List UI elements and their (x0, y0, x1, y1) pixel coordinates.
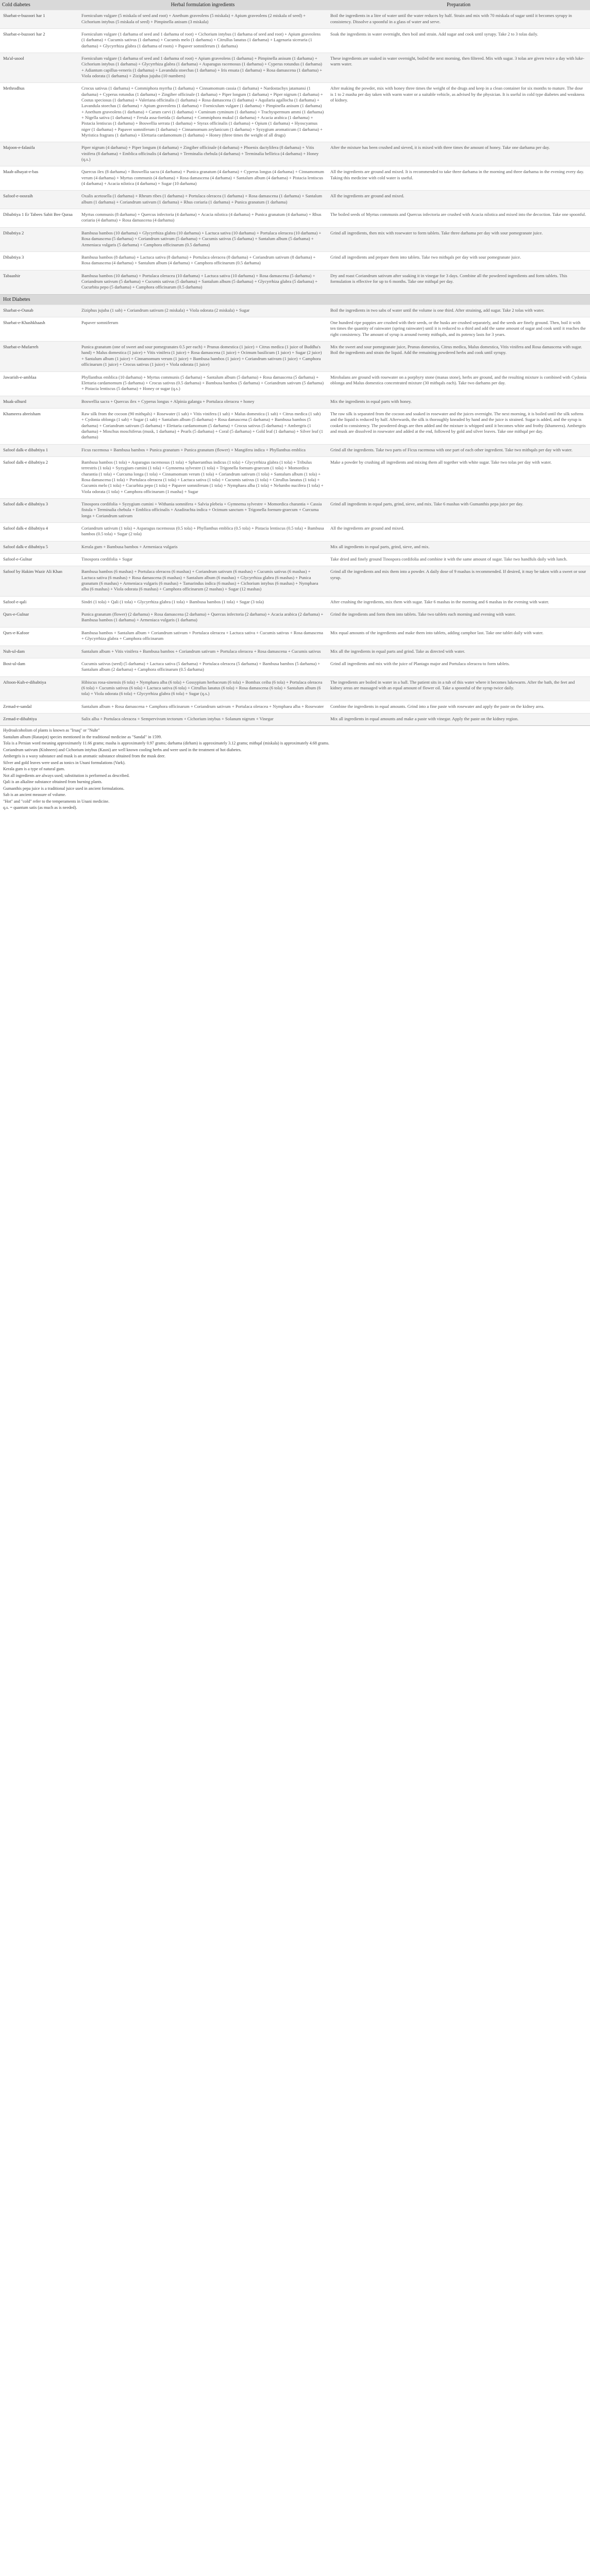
formulation-name: Maah-alhayat-e-bas (0, 166, 78, 191)
formulation-preparation: Grind all the ingredients and mix them into a powder. A daily dose of 9 mashas is recommended. If desired, it may be taken with a sweet or sour syrup. (327, 566, 590, 596)
formulation-preparation: One hundred ripe poppies are crushed with their seeds, or the husks are crushed separately, and the seeds are finely ground. Then, boil it with ten times the quantity of rainwater (spring rainwater) until it is reduced to a third and add the same amount of sugar and cook until it reaches the right consistency. The amount of syrup is around twenty mithqals, and its potency lasts for 3 years. (327, 317, 590, 342)
formulation-ingredients: Foeniculum vulgare (1 darhama of seed and 1 darhama of root) + Cichorium intybus (1 darhama of seed and root) + Apium graveolens (1 darhama) + Cucumis sativus (1 darhama) + Cucumis melo (1 darhama) + Citrullus lanatus (1 darhama) + Lagenaria siceraria (1 darhama) + Glycyrrhiza glabra (1 darhama of roots) + Papaver somniferum (1 darhama) (78, 28, 327, 53)
formulation-name: Safoof-e-qali (0, 596, 78, 608)
formulation-name: Dibabtiya 1 Er Tabees Sabit Bee Quraa (0, 209, 78, 228)
formulation-name: Sharbat-e-buzoori har 2 (0, 28, 78, 53)
table-row (0, 566, 590, 596)
footnote: Not all ingredients are always used; substitution is performed as described. (3, 773, 130, 778)
header-cold-diabetes: Cold diabetes (0, 0, 78, 10)
formulation-name: Majoon-e-falasifa (0, 142, 78, 166)
formulation-ingredients: Oxalis acetosella (1 darhama) + Rheum ribes (1 darhama) + Portulaca oleracea (1 darhama) + Rosa damascena (1 darhama) + Santalum album (1 darhama) + Coriandrum sativum (1 darhama) + Rhus coriaria (1 darhama) + Punica granatum (1 darhama) (78, 191, 327, 209)
header-preparation: Preparation (327, 0, 590, 10)
table-row (0, 227, 590, 251)
table-row (0, 142, 590, 166)
formulation-preparation: Mix equal amounts of the ingredients and make them into tablets, adding camphor last. Take one tablet daily with water. (327, 627, 590, 646)
formulation-name: Safoof-e-Gulnar (0, 554, 78, 566)
footnote: Ambergris is a waxy substance and musk is an aromatic substance obtained from the musk deer. (3, 754, 165, 759)
formulation-name: Methrodhus (0, 83, 78, 142)
formulation-ingredients: Foeniculum vulgare (5 miskala of seed and root) + Anethum graveolens (5 miskala) + Apium graveolens (2 miskala of seed) + Cichorium intybus (5 miskala of seed) + Pimpinella anisum (3 miskala) (78, 10, 327, 29)
formulation-preparation: Grind all ingredients, then mix with rosewater to form tablets. Take three darhama per day with sour pomegranate juice. (327, 227, 590, 251)
formulation-preparation: Mix all the ingredients in equal parts and grind. Take as directed with water. (327, 646, 590, 658)
formulation-ingredients: Salix alba + Portulaca oleracea + Sempervivum tectorum + Cichorium intybus + Solanum nigrum + Vinegar (78, 713, 327, 725)
table-row (0, 676, 590, 701)
formulation-name: Khameera abreisham (0, 408, 78, 444)
formulation-preparation: Boil the ingredients in a litre of water until the water reduces by half. Strain and mix with 70 miskala of sugar until it becomes syrupy in consistency. Dissolve a spoonful in a glass of water and serve. (327, 10, 590, 29)
formulation-name: Sharbat-e-Khashkhaash (0, 317, 78, 342)
formulation-name: Safoof dalk-e dibabtiya 3 (0, 499, 78, 523)
formulation-preparation: Mix the ingredients in equal parts with honey. (327, 396, 590, 408)
formulation-ingredients: Bambusa bambos (8 darhama) + Lactuca sativa (8 darhama) + Portulaca oleracea (8 darhama) + Coriandrum sativum (8 darhama) + Rosa damascena (4 darhama) + Santalum album (4 darhama) + Camphora officinarum (0.5 darhama) (78, 251, 327, 270)
footnote: "Hot" and "cold" refer to the temperaments in Unani medicine. (3, 799, 110, 804)
formulation-preparation: Grind all the ingredients. Take two parts of Ficus racemosa with one part of each other ingredient. Take two mithqals per day with water. (327, 444, 590, 456)
formulation-preparation: Make a powder by crushing all ingredients and mixing them all together with white sugar. Take two tolas per day with water. (327, 456, 590, 498)
formulation-preparation: Take dried and finely ground Tinospora cordifolia and combine it with the same amount of sugar. Take two handfuls daily with lunch. (327, 554, 590, 566)
diabetes-formulation-table (0, 0, 590, 725)
formulation-ingredients: Crocus sativus (1 darhama) + Commiphora myrrha (1 darhama) + Cinnamomum cassia (1 darhama) + Nardostachys jatamansi (1 darhama) + Cyperus rotundus (1 darhama) + Zingiber officinale (1 darhama) + Piper longum (1 darhama) + Piper nigrum (1 darhama) + Costus speciosus (1 darhama) + Valeriana officinalis (1 darhama) + Rosa damascena (1 darhama) + Aquilaria agallocha (1 darhama) + Lavandula stoechas (1 darhama) + Apium graveolens (1 darhama) + Foeniculum vulgare (1 darhama) + Pimpinella anisum (1 darhama) + Anethum graveolens (1 darhama) + Carum carvi (1 darhama) + Cuminum cyminum (1 darhama) + Trachyspermum ammi (1 darhama) + Nigella sativa (1 darhama) + Ferula assa-foetida (1 darhama) + Commiphora mukul (1 darhama) + Acacia arabica (1 darhama) + Pistacia lentiscus (1 darhama) + Boswellia serrata (1 darhama) + Styrax officinalis (1 darhama) + Opium (1 darhama) + Hyoscyamus niger (1 darhama) + Papaver somniferum (1 darhama) + Cinnamomum zeylanicum (1 darhama) + Syzygium aromaticum (1 darhama) + Myristica fragrans (1 darhama) + Elettaria cardamomum (1 darhama) + Honey (three times the weight of all drugs) (78, 83, 327, 142)
formulation-preparation: Boil the ingredients in two sabs of water until the volume is one third. After straining, add sugar. Take 2 tolas with water. (327, 304, 590, 317)
formulation-preparation: The raw silk is separated from the cocoon and soaked in rosewater and the juices overnight. The next morning, it is boiled until the silk softens and the liquid is reduced by half. Afterwards, the silk is thoroughly kneaded by hand and the juice is strained. Sugar is added, and the syrup is cooked to consistency. The powdered drugs are then added and the mixture is whipped until it becomes white and frothy (khameera). Ambergris and musk are dissolved in rosewater and added at the end, followed by gold and silver leaves. Take one mithqal per day. (327, 408, 590, 444)
formulation-preparation: Grind all ingredients and mix with the juice of Plantago major and Portulaca oleracea to form tablets. (327, 658, 590, 676)
formulation-name: Ma'al-usool (0, 53, 78, 82)
formulation-ingredients: Coriandrum sativum (1 tola) + Asparagus racemosus (0.5 tola) + Phyllanthus emblica (0.5 tola) + Pistacia lentiscus (0.5 tola) + Bambusa bambos (0.5 tola) + Sugar (2 tola) (78, 523, 327, 541)
footnote: Kerala gum is a type of natural gum. (3, 767, 65, 772)
table-header-row (0, 0, 590, 10)
formulation-ingredients: Bambusa bambos (10 darhama) + Portulaca oleracea (10 darhama) + Lactuca sativa (10 darhama) + Rosa damascena (5 darhama) + Coriandrum sativum (5 darhama) + Cucumis sativus (5 darhama) + Santalum album (5 darhama) + Glycyrrhiza glabra (5 darhama) + Cucurbita pepo (5 darhama) + Camphora officinarum (0.5 darhama) (78, 270, 327, 294)
formulation-ingredients: Bambusa bambos (10 darhama) + Glycyrrhiza glabra (10 darhama) + Lactuca sativa (10 darhama) + Portulaca oleracea (10 darhama) + Rosa damascena (5 darhama) + Coriandrum sativum (5 darhama) + Cucumis sativus (5 darhama) + Santalum album (5 darhama) + Armeniaca vulgaris (5 darhama) + Camphora officinarum (0.5 darhama) (78, 227, 327, 251)
formulation-name: Muak-alhurd (0, 396, 78, 408)
formulation-ingredients: Ziziphus jujuba (1 sab) + Coriandrum sativum (2 miskala) + Viola odorata (2 miskala) + Sugar (78, 304, 327, 317)
formulation-name: Safoof-e-oosraih (0, 191, 78, 209)
table-row (0, 523, 590, 541)
formulation-ingredients: Punica granatum (one of sweet and sour pomegranates 0.5 per each) + Prunus domestica (1 juice) + Citrus medica (1 juice of Buddha's hand) + Malus domestica (1 juice) + Vitis vinifera (1 juice) + Rosa damascena (1 juice) + Ocimum basilicum (1 juice) + Sugar (2 juice) + Santalum album (1 juice) + Cinnamomum verum (1 juice) + Bambusa bambos (1 juice) + Coriandrum sativum (1 juice) + Camphora officinarum (1 juice) + Crocus sativus (1 juice) + Viola odorata (1 juice) (78, 342, 327, 371)
formulation-name: Tabaashir (0, 270, 78, 294)
table-row (0, 713, 590, 725)
formulation-name: Nuh-ul-dam (0, 646, 78, 658)
formulation-name: Sharbat-e-Mufarreh (0, 342, 78, 371)
formulation-ingredients: Bambusa bambos + Santalum album + Coriandrum sativum + Portulaca oleracea + Lactuca sativa + Cucumis sativus + Rosa damascena + Glycyrrhiza glabra + Camphora officinarum (78, 627, 327, 646)
table-row (0, 456, 590, 498)
table-body (0, 10, 590, 726)
table-row (0, 658, 590, 676)
formulation-preparation: Grind all ingredients in equal parts, grind, sieve, and mix. Take 6 mashas with Gumanthis pepa juice per day. (327, 499, 590, 523)
table-row (0, 270, 590, 294)
formulation-preparation: All the ingredients are ground and mixed. It is recommended to take three darhama in the morning and three darhama in the evening every day. Taking this medicine with cold water is useful. (327, 166, 590, 191)
formulation-preparation: Mirobalans are ground with rosewater on a porphyry stone (manas stone), herbs are ground, and the resulting mixture is combined with Cydonia oblonga and Malus domestica concentrated mixture (30 mithqals each). Take two darhams per day. (327, 371, 590, 396)
formulation-name: Safoof dalk-e dibabtiya 2 (0, 456, 78, 498)
formulation-preparation: Mix all ingredients in equal amounts and make a paste with vinegar. Apply the paste on the kidney region. (327, 713, 590, 725)
formulation-ingredients: Sindri (1 tola) + Qali (1 tola) + Glycyrrhiza glabra (1 tola) + Bambusa bambos (1 tola) + Sugar (3 tola) (78, 596, 327, 608)
header-herbal-ingredients: Herbal formulation ingredients (78, 0, 327, 10)
table-row (0, 609, 590, 628)
formulation-preparation: After the mixture has been crushed and sieved, it is mixed with three times the amount of honey. Take one darhama per day. (327, 142, 590, 166)
footnote: Qali is an alkaline substance obtained from burning plants. (3, 779, 103, 785)
formulation-name: Zemad-e-dibabtiya (0, 713, 78, 725)
formulation-ingredients: Santalum album + Vitis vinifera + Bambusa bambos + Coriandrum sativum + Portulaca oleracea + Rosa damascena + Cucumis sativus (78, 646, 327, 658)
table-row (0, 646, 590, 658)
table-row (0, 28, 590, 53)
table-row (0, 444, 590, 456)
formulation-ingredients: Foeniculum vulgare (1 darhama of seed and 1 darhama of root) + Apium graveolens (1 darhama) + Pimpinella anisum (1 darhama) + Cichorium intybus (1 darhama) + Glycyrrhiza glabra (1 darhama) + Asparagus racemosus (1 darhama) + Cyperus rotundus (1 darhama) + Adiantum capillus-veneris (1 darhama) + Lavandula stoechas (1 darhama) + Iris ensata (1 darhama) + Rosa damascena (1 darhama) + Viola odorata (1 darhama) + Ziziphus jujuba (10 numbers) (78, 53, 327, 82)
table-row (0, 499, 590, 523)
table-row (0, 342, 590, 371)
footnote: Gumanthis pepa juice is a traditional juice used in ancient formulations. (3, 786, 125, 791)
formulation-preparation: Grind the ingredients and form them into tablets. Take two tablets each morning and evening with water. (327, 609, 590, 628)
table-row (0, 53, 590, 82)
table-row (0, 166, 590, 191)
formulation-preparation: Combine the ingredients in equal amounts. Grind into a fine paste with rosewater and apply the paste on the kidney area. (327, 701, 590, 713)
table-row (0, 701, 590, 713)
formulation-preparation: After making the powder, mix with honey three times the weight of the drugs and keep in a clean container for six months to mature. The dose is 1 to 2 masha per day taken with warm water or a suitable vehicle, as advised by the physician. It is useful in cold type diabetes and weakness of kidney. (327, 83, 590, 142)
formulation-preparation: Dry and roast Coriandrum sativum after soaking it in vinegar for 3 days. Combine all the powdered ingredients and form tablets. This formulation is effective for up to 6 months. Take one mithqal per day. (327, 270, 590, 294)
formulation-ingredients: Santalum album + Rosa damascena + Camphora officinarum + Coriandrum sativum + Portulaca oleracea + Nymphaea alba + Rosewater (78, 701, 327, 713)
table-row (0, 408, 590, 444)
table-row (0, 627, 590, 646)
footnotes (0, 725, 590, 815)
footnote: q.s. = quantum satis (as much as is needed). (3, 805, 77, 810)
table-row (0, 209, 590, 228)
footnote: Sab is an ancient measure of volume. (3, 792, 66, 798)
formulation-preparation: The ingredients are boiled in water in a ball. The patient sits in a tub of this water where it becomes lukewarm. After the bath, the feet and kidney areas are massaged with an equal amount of flower oil. Take a spoonful of the syrup twice daily. (327, 676, 590, 701)
table-row (0, 317, 590, 342)
table-row (0, 596, 590, 608)
formulation-preparation: Soak the ingredients in water overnight, then boil and strain. Add sugar and cook until syrupy. Take 2 to 3 tolas daily. (327, 28, 590, 53)
footnote: Coriandrum sativum (Kishneez) and Cichorium intybus (Kasni) are well known cooling herbs and were used in the treatment of hot diabetes. (3, 747, 242, 752)
formulation-name: Qurs-e-Gulnar (0, 609, 78, 628)
formulation-ingredients: Punica granatum (flower) (2 darhama) + Rosa damascena (2 darhama) + Quercus infectoria (2 darhama) + Acacia arabica (2 darhama) + Bambusa bambos (1 darhama) + Armeniaca vulgaris (1 darhama) (78, 609, 327, 628)
table-row (0, 83, 590, 142)
table-row (0, 371, 590, 396)
formulation-preparation: The boiled seeds of Myrtus communis and Quercus infectoria are crushed with Acacia nilotica and mixed into the decoction. Take one spoonful. (327, 209, 590, 228)
table-row (0, 10, 590, 29)
formulation-name: Safoof dalk-e dibabtiya 1 (0, 444, 78, 456)
table-row (0, 251, 590, 270)
footnote: Hydroalcoholism of plants is known as "Irsaq" or "Nuhr" (3, 728, 100, 733)
table-row (0, 541, 590, 553)
formulation-name: Zemad-e-sandal (0, 701, 78, 713)
table-row (0, 396, 590, 408)
formulation-name: Safoof by Hakim Wazir Ali Khan (0, 566, 78, 596)
document-page (0, 0, 590, 815)
table-row (0, 554, 590, 566)
formulation-name: Sharbat-e-Ounab (0, 304, 78, 317)
formulation-name: Jawarish-e-amblaa (0, 371, 78, 396)
formulation-ingredients: Cucumis sativus (seed) (5 darhama) + Lactuca sativa (5 darhama) + Portulaca oleracea (5 darhama) + Bambusa bambos (5 darhama) + Santalum album (2 darhama) + Camphora officinarum (0.5 darhama) (78, 658, 327, 676)
formulation-ingredients: Bambusa bambos (1 tola) + Asparagus racemosus (1 tola) + Sphaeranthus indicus (1 tola) + Glycyrrhiza glabra (1 tola) + Tribulus terrestris (1 tola) + Syzygium cumini (1 tola) + Gymnema sylvestre (1 tola) + Trigonella foenum-graecum (1 tola) + Momordica charantia (1 tola) + Curcuma longa (1 tola) + Cinnamomum verum (1 tola) + Coriandrum sativum (1 tola) + Santalum album (1 tola) + Rosa damascena (1 tola) + Portulaca oleracea (1 tola) + Lactuca sativa (1 tola) + Cucumis sativus (1 tola) + Citrullus lanatus (1 tola) + Cucumis melo (1 tola) + Cucurbita pepo (1 tola) + Papaver somniferum (1 tola) + Nymphaea alba (1 tola) + Nelumbo nucifera (1 tola) + Viola odorata (1 tola) + Camphora officinarum (1 masha) + Sugar (78, 456, 327, 498)
formulation-name: Qurs-e-Kafoor (0, 627, 78, 646)
formulation-name: Dibabtiya 3 (0, 251, 78, 270)
formulation-name: Aftoon-Kuh-e-dibabtiya (0, 676, 78, 701)
section-title: Hot Diabetes (0, 294, 590, 304)
formulation-name: Bost-ul-dam (0, 658, 78, 676)
formulation-ingredients: Bambusa bambos (6 mashas) + Portulaca oleracea (6 mashas) + Coriandrum sativum (6 mashas) + Cucumis sativus (6 mashas) + Lactuca sativa (6 mashas) + Rosa damascena (6 mashas) + Santalum album (6 mashas) + Glycyrrhiza glabra (6 mashas) + Punica granatum (6 mashas) + Armeniaca vulgaris (6 mashas) + Tamarindus indica (6 mashas) + Cichorium intybus (6 mashas) + Nymphaea alba (6 mashas) + Viola odorata (6 mashas) + Camphora officinarum (2 mashas) + Sugar (12 mashas) (78, 566, 327, 596)
formulation-preparation: Mix the sweet and sour pomegranate juice, Prunus domestica, Citrus medica, Malus domestica, Vitis vinifera and Rosa damascena with sugar. Boil the ingredients and strain the liquid. Add the remaining powdered herbs and cook until syrupy. (327, 342, 590, 371)
formulation-name: Safoof dalk-e dibabtiya 4 (0, 523, 78, 541)
formulation-ingredients: Phyllanthus emblica (10 darhama) + Myrtus communis (5 darhama) + Santalum album (5 darhama) + Rosa damascena (5 darhama) + Elettaria cardamomum (5 darhama) + Crocus sativus (0.5 darhama) + Bambusa bambos (5 darhama) + Coriandrum sativum (5 darhama) + Pistacia lentiscus (5 darhama) + Honey or sugar (q.s.) (78, 371, 327, 396)
footnote: Santalum album (Ratanjot) species mentioned in the traditional medicine as "Sandal" in 1599. (3, 734, 162, 739)
formulation-preparation: Grind all ingredients and prepare them into tablets. Take two mithqals per day with sour pomegranate juice. (327, 251, 590, 270)
formulation-name: Safoof dalk-e dibabtiya 5 (0, 541, 78, 553)
formulation-ingredients: Ficus racemosa + Bambusa bambos + Punica granatum + Punica granatum (flower) + Mangifera indica + Phyllanthus emblica (78, 444, 327, 456)
formulation-ingredients: Quercus ilex (8 darhama) + Boswellia sacra (4 darhama) + Punica granatum (4 darhama) + Cyperus longus (4 darhama) + Cinnamomum verum (4 darhama) + Myrtus communis (4 darhama) + Rosa damascena (4 darhama) + Santalum album (4 darhama) + Pistacia lentiscus (4 darhama) + Acacia nilotica (4 darhama) + Sugar (10 darhama) (78, 166, 327, 191)
formulation-preparation: After crushing the ingredients, mix them with sugar. Take 6 mashas in the morning and 6 mashas in the evening with water. (327, 596, 590, 608)
formulation-ingredients: Tinospora cordifolia + Syzygium cumini + Withania somnifera + Salvia plebeia + Gymnema sylvestre + Momordica charantia + Cassia fistula + Terminalia chebula + Emblica officinalis + Azadirachta indica + Ocimum sanctum + Trigonella foenum-graecum + Curcuma longa + Coriandrum sativum (78, 499, 327, 523)
footnote: Silver and gold leaves were used as tonics in Unani formulations (Vark). (3, 760, 126, 765)
section-header-row (0, 294, 590, 304)
formulation-preparation: All the ingredients are ground and mixed. (327, 191, 590, 209)
formulation-name: Dibabtiya 2 (0, 227, 78, 251)
formulation-ingredients: Raw silk from the cocoon (90 mithqals) + Rosewater (1 sab) + Vitis vinifera (1 sab) + Malus domestica (1 sab) + Citrus medica (1 sab) + Cydonia oblonga (1 sab) + Sugar (1 sab) + Santalum album (5 darhama) + Rosa damascena (5 darhama) + Bambusa bambos (5 darhama) + Coriandrum sativum (5 darhama) + Elettaria cardamomum (5 darhama) + Crocus sativus (5 darhama) + Ambergris (1 darhama) + Moschus moschiferus (musk, 1 darhama) + Pearls (5 darhama) + Coral (5 darhama) + Gold leaf (1 darhama) + Silver leaf (1 darhama) (78, 408, 327, 444)
formulation-ingredients: Hibiscus rosa-sinensis (6 tola) + Nymphaea alba (6 tola) + Gossypium herbaceum (6 tola) + Bombax ceiba (6 tola) + Portulaca oleracea (6 tola) + Cucumis sativus (6 tola) + Lactuca sativa (6 tola) + Citrullus lanatus (6 tola) + Rosa damascena (6 tola) + Santalum album (6 tola) + Viola odorata (6 tola) + Glycyrrhiza glabra (6 tola) + Sugar (q.s.) (78, 676, 327, 701)
table-row (0, 304, 590, 317)
formulation-ingredients: Boswellia sacra + Quercus ilex + Cyperus longus + Alpinia galanga + Portulaca oleracea + honey (78, 396, 327, 408)
formulation-ingredients: Tinospora cordifolia + Sugar (78, 554, 327, 566)
formulation-name: Sharbat-e-buzoori har 1 (0, 10, 78, 29)
formulation-preparation: All the ingredients are ground and mixed. (327, 523, 590, 541)
formulation-ingredients: Piper nigrum (4 darhama) + Piper longum (4 darhama) + Zingiber officinale (4 darhama) + Phoenix dactylifera (8 darhama) + Vitis vinifera (8 darhama) + Emblica officinalis (4 darhama) + Terminalia chebula (4 darhama) + Terminalia bellirica (4 darhama) + Honey (q.s.) (78, 142, 327, 166)
formulation-ingredients: Myrtus communis (8 darhama) + Quercus infectoria (4 darhama) + Acacia nilotica (4 darhama) + Punica granatum (4 darhama) + Rhus coriaria (4 darhama) + Rosa damascena (4 darhama) (78, 209, 327, 228)
formulation-preparation: Mix all ingredients in equal parts, grind, sieve, and mix. (327, 541, 590, 553)
table-row (0, 191, 590, 209)
formulation-ingredients: Papaver somniferum (78, 317, 327, 342)
formulation-preparation: These ingredients are soaked in water overnight, boiled the next morning, then filtered. Mix with sugar. 3 tolas are given twice a day with luke-warm water. (327, 53, 590, 82)
footnote: Tola is a Persian word meaning approximately 11.66 grams; masha is approximately 0.97 grams; darhama (dirham) is approximately 3.12 grams; mithqal (miskala) is approximately 4.68 grams. (3, 741, 330, 746)
formulation-ingredients: Kerala gum + Bambusa bambos + Armeniaca vulgaris (78, 541, 327, 553)
